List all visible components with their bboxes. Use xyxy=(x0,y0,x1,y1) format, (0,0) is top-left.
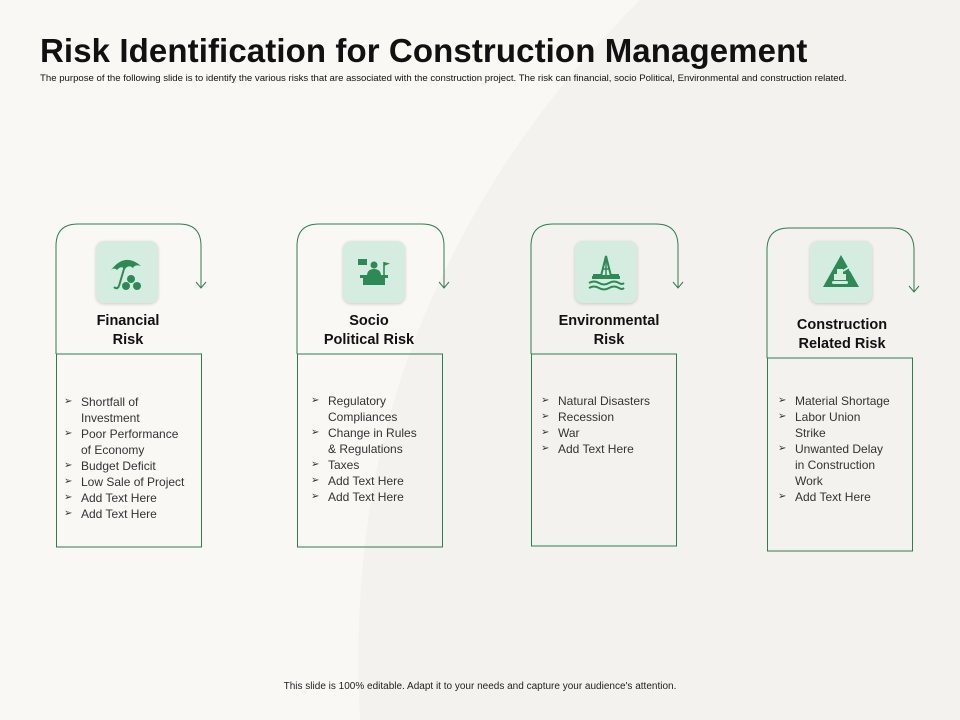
risk-list xyxy=(64,394,204,522)
politician-podium-icon xyxy=(354,252,394,292)
risk-card-construction xyxy=(767,228,960,568)
list-item: ➢ Poor Performance of Economy xyxy=(64,426,204,458)
list-item: ➢ Unwanted Delay in Construction Work xyxy=(778,441,915,489)
list-item: ➢ Change in Rules & Regulations xyxy=(311,425,445,457)
page-subtitle: The purpose of the following slide is to identify the various risks that are associated with the construction project. The risk can financial, socio Political, Environmental and construction related. xyxy=(40,73,847,84)
risk-card-environmental xyxy=(531,224,731,564)
risk-card-financial xyxy=(56,224,256,564)
card-title: Construction Related Risk xyxy=(796,317,888,352)
list-item: ➢ Material Shortage xyxy=(778,393,915,409)
politician-podium-icon-tile xyxy=(343,241,405,303)
list-item: ➢ Add Text Here xyxy=(778,489,915,505)
card-title: Socio Political Risk xyxy=(323,313,415,348)
oil-rig-icon-tile xyxy=(575,241,637,303)
oil-rig-icon xyxy=(586,252,626,292)
list-item: ➢ Add Text Here xyxy=(311,473,445,489)
list-item: ➢ Natural Disasters xyxy=(541,393,679,409)
warning-excavator-icon xyxy=(821,252,861,292)
list-item: ➢ Taxes xyxy=(311,457,445,473)
risk-list xyxy=(311,393,445,505)
umbrella-coins-icon xyxy=(107,252,147,292)
risk-list xyxy=(778,393,915,505)
list-item: ➢ Regulatory Compliances xyxy=(311,393,445,425)
list-item: ➢ Budget Deficit xyxy=(64,458,204,474)
page-title: Risk Identification for Construction Management xyxy=(40,32,808,69)
list-item: ➢ Low Sale of Project xyxy=(64,474,204,490)
list-item: ➢ Shortfall of Investment xyxy=(64,394,204,426)
list-item: ➢ Add Text Here xyxy=(64,490,204,506)
list-item: ➢ Add Text Here xyxy=(64,506,204,522)
footer-note: This slide is 100% editable. Adapt it to your needs and capture your audience's attention. xyxy=(283,681,677,692)
umbrella-coins-icon-tile xyxy=(96,241,158,303)
card-title: Environmental Risk xyxy=(558,313,660,348)
list-item: ➢ Add Text Here xyxy=(311,489,445,505)
list-item: ➢ Labor Union Strike xyxy=(778,409,915,441)
list-item: ➢ Recession xyxy=(541,409,679,425)
risk-card-socio-political xyxy=(297,224,497,564)
warning-excavator-icon-tile xyxy=(810,241,872,303)
list-item: ➢ War xyxy=(541,425,679,441)
list-item: ➢ Add Text Here xyxy=(541,441,679,457)
risk-list xyxy=(541,393,679,457)
card-title: Financial Risk xyxy=(96,313,160,348)
